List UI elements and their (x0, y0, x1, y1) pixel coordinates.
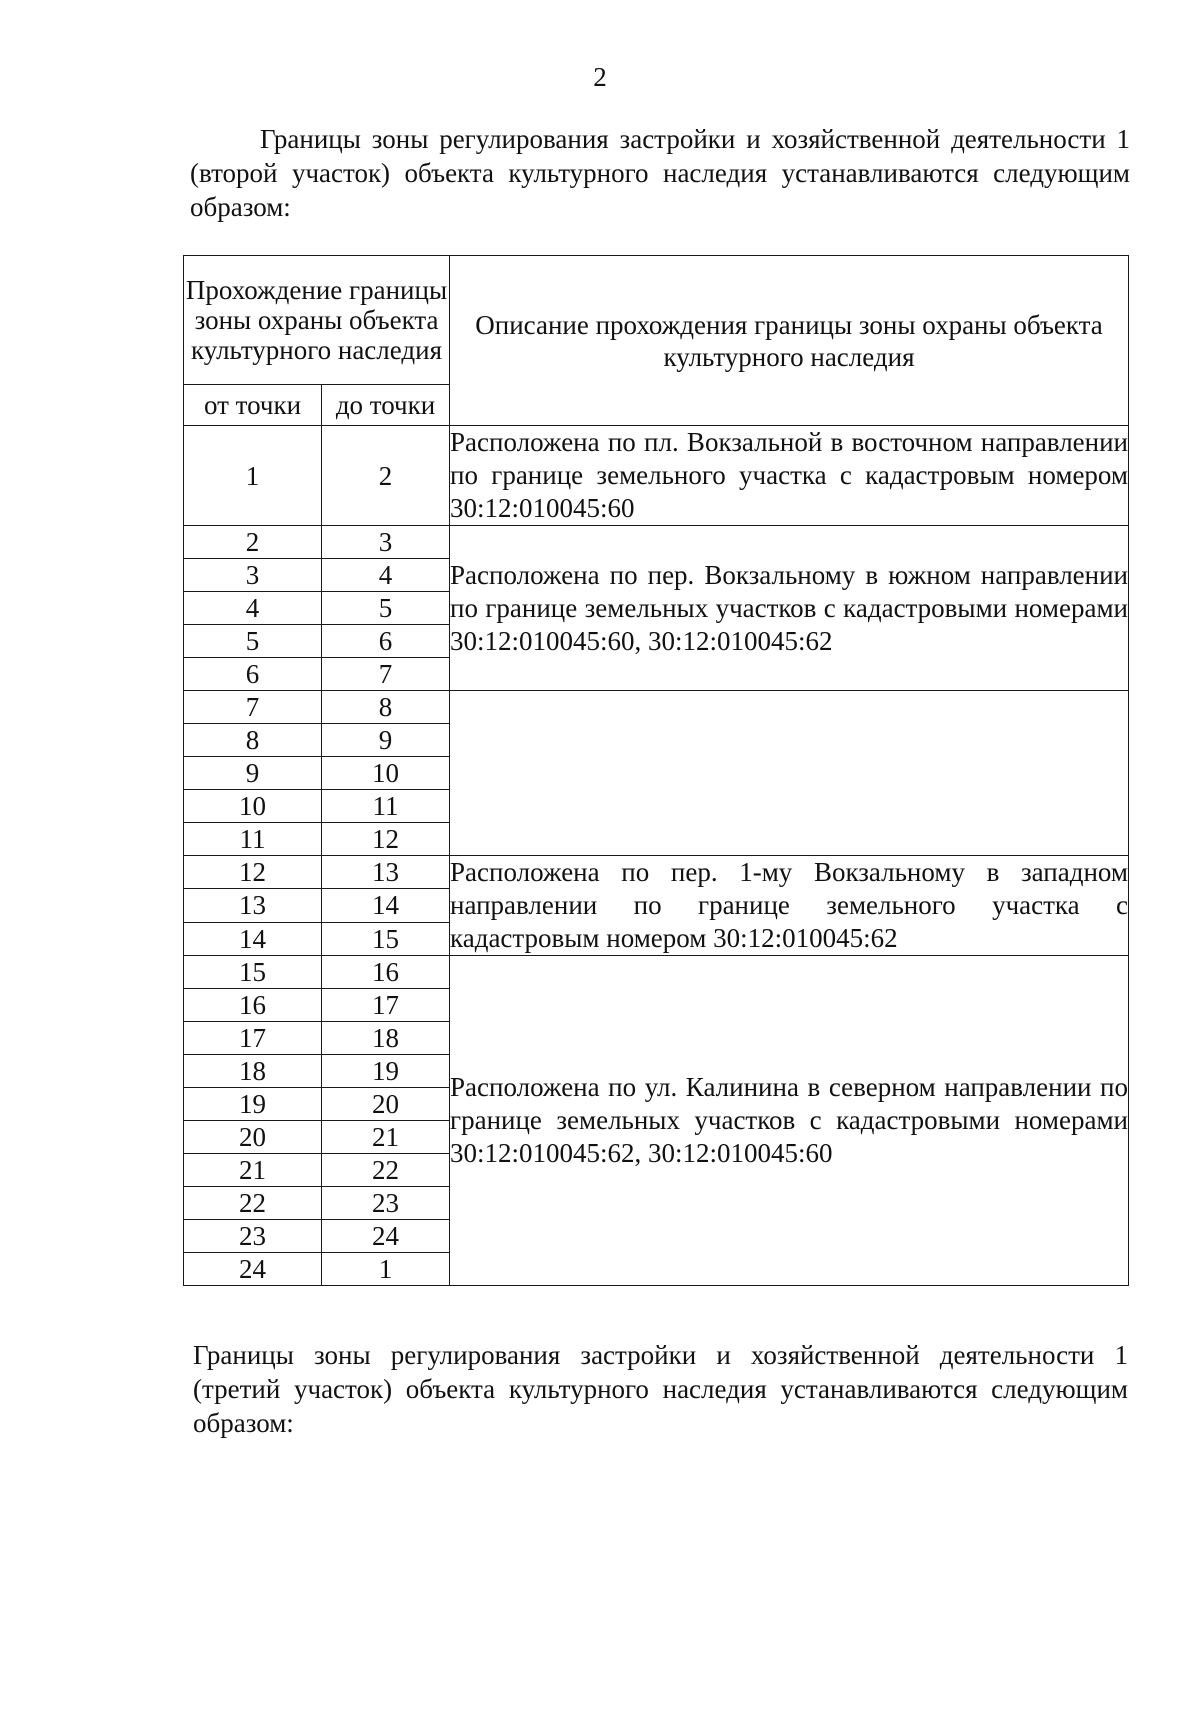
to-point-cell: 15 (322, 922, 450, 955)
from-point-cell: 24 (184, 1253, 322, 1286)
from-point-cell: 18 (184, 1055, 322, 1088)
to-point-cell: 20 (322, 1088, 450, 1121)
from-point-cell: 20 (184, 1121, 322, 1154)
from-point-cell: 1 (184, 426, 322, 526)
table-row (184, 526, 1129, 559)
header-description: Описание прохождения границы зоны охраны объекта культурного наследия (450, 256, 1129, 426)
to-point-cell: 2 (322, 426, 450, 526)
from-point-cell: 7 (184, 691, 322, 724)
from-point-cell: 6 (184, 658, 322, 691)
description-cell: Расположена по пер. 1-му Вокзальному в западном направлении по границе земельного участка с кадастровым номером 30:12:010045:62 (450, 856, 1129, 956)
to-point-cell: 13 (322, 856, 450, 889)
from-point-cell: 21 (184, 1154, 322, 1187)
from-point-cell: 13 (184, 889, 322, 922)
from-point-cell: 17 (184, 1022, 322, 1055)
header-to-point: до точки (322, 385, 450, 426)
to-point-cell: 23 (322, 1187, 450, 1220)
header-boundary-passage: Прохождение границы зоны охраны объекта культурного наследия (184, 256, 450, 385)
from-point-cell: 15 (184, 956, 322, 989)
from-point-cell: 4 (184, 592, 322, 625)
to-point-cell: 16 (322, 956, 450, 989)
to-point-cell: 3 (322, 526, 450, 559)
to-point-cell: 12 (322, 823, 450, 856)
from-point-cell: 16 (184, 989, 322, 1022)
boundary-table (183, 255, 1129, 1286)
from-point-cell: 2 (184, 526, 322, 559)
to-point-cell: 21 (322, 1121, 450, 1154)
table-row (184, 691, 1129, 724)
to-point-cell: 7 (322, 658, 450, 691)
to-point-cell: 6 (322, 625, 450, 658)
to-point-cell: 8 (322, 691, 450, 724)
from-point-cell: 12 (184, 856, 322, 889)
table-row (184, 426, 1129, 526)
to-point-cell: 24 (322, 1220, 450, 1253)
to-point-cell: 9 (322, 724, 450, 757)
from-point-cell: 14 (184, 922, 322, 955)
from-point-cell: 5 (184, 625, 322, 658)
to-point-cell: 19 (322, 1055, 450, 1088)
intro-paragraph: Границы зоны регулирования застройки и хозяйственной деятельности 1 (второй участок) объекта культурного наследия устанавливаются следующим образом: (190, 124, 1130, 222)
header-from-point: от точки (184, 385, 322, 426)
outro-paragraph: Границы зоны регулирования застройки и хозяйственной деятельности 1 (третий участок) объекта культурного наследия устанавливаются следующим образом: (193, 1340, 1128, 1438)
to-point-cell: 22 (322, 1154, 450, 1187)
to-point-cell: 5 (322, 592, 450, 625)
description-cell: Расположена по ул. Калинина в северном направлении по границе земельных участков с кадастровыми номерами 30:12:010045:62, 30:12:010045:60 (450, 956, 1129, 1286)
to-point-cell: 4 (322, 559, 450, 592)
from-point-cell: 9 (184, 757, 322, 790)
page-number: 2 (593, 62, 607, 92)
description-cell-empty (450, 691, 1129, 856)
to-point-cell: 11 (322, 790, 450, 823)
from-point-cell: 22 (184, 1187, 322, 1220)
from-point-cell: 23 (184, 1220, 322, 1253)
from-point-cell: 19 (184, 1088, 322, 1121)
from-point-cell: 8 (184, 724, 322, 757)
table-row (184, 856, 1129, 889)
table-row (184, 956, 1129, 989)
description-cell: Расположена по пер. Вокзальному в южном направлении по границе земельных участков с кадастровыми номерами 30:12:010045:60, 30:12:010045:62 (450, 526, 1129, 691)
to-point-cell: 10 (322, 757, 450, 790)
to-point-cell: 1 (322, 1253, 450, 1286)
description-cell: Расположена по пл. Вокзальной в восточном направлении по границе земельного участка с кадастровым номером 30:12:010045:60 (450, 426, 1129, 526)
to-point-cell: 18 (322, 1022, 450, 1055)
to-point-cell: 17 (322, 989, 450, 1022)
to-point-cell: 14 (322, 889, 450, 922)
from-point-cell: 10 (184, 790, 322, 823)
from-point-cell: 3 (184, 559, 322, 592)
from-point-cell: 11 (184, 823, 322, 856)
